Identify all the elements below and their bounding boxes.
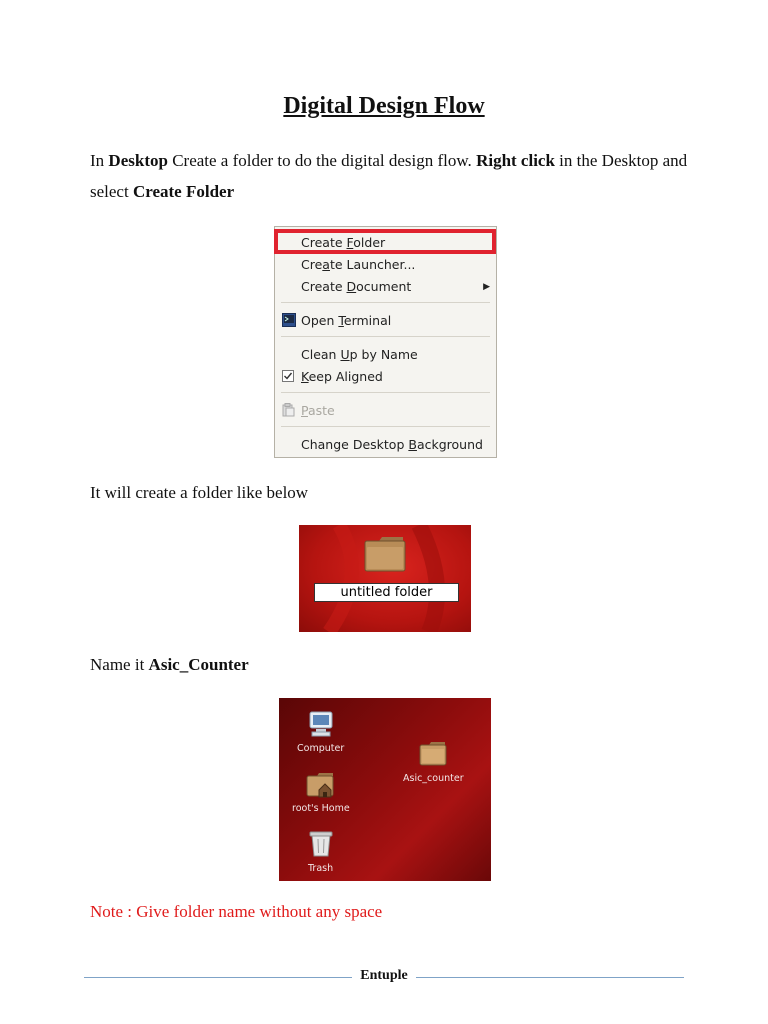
menu-item-change-background[interactable]: Change Desktop Background — [301, 437, 483, 452]
computer-icon[interactable] — [307, 710, 337, 743]
rename-input[interactable]: untitled folder — [314, 583, 459, 602]
step3-text: Name it — [90, 655, 145, 674]
submenu-arrow-icon: ▶ — [483, 282, 490, 292]
new-folder-screenshot — [299, 525, 471, 632]
highlight-box — [274, 229, 496, 254]
intro-bold-desktop: Desktop — [108, 151, 168, 170]
menu-separator — [281, 302, 490, 303]
checkbox-checked-icon[interactable] — [282, 370, 294, 385]
desktop-screenshot — [279, 698, 491, 881]
folder-icon[interactable] — [363, 533, 407, 578]
paste-icon — [282, 403, 295, 420]
step3-bold-name: Asic_Counter — [148, 655, 249, 674]
menu-item-create-document[interactable]: Create Document — [301, 279, 412, 294]
folder-icon[interactable] — [418, 739, 448, 772]
menu-item-clean-up[interactable]: Clean Up by Name — [301, 347, 418, 362]
page-title: Digital Design Flow — [283, 93, 485, 119]
menu-separator — [281, 426, 490, 427]
menu-item-open-terminal[interactable]: Open Terminal — [301, 313, 392, 328]
intro-text-2: Create a folder to do the digital design flow. — [172, 151, 472, 170]
desktop-icon-label-trash: Trash — [308, 863, 334, 874]
desktop-icon-label-computer: Computer — [297, 743, 345, 754]
terminal-icon — [282, 313, 296, 330]
menu-item-keep-aligned[interactable]: Keep Aligned — [301, 369, 383, 384]
desktop-icon-label-asic-counter: Asic_counter — [403, 773, 464, 784]
menu-item-create-folder[interactable]: Create Folder — [301, 235, 386, 250]
intro-text-1: In — [90, 151, 105, 170]
menu-separator — [281, 336, 490, 337]
context-menu — [274, 226, 497, 458]
step3-paragraph — [90, 649, 690, 680]
menu-item-create-launcher[interactable]: Create Launcher... — [301, 257, 416, 272]
intro-bold-create-folder: Create Folder — [132, 182, 235, 201]
intro-text-3: in the Desktop and select — [90, 151, 688, 201]
note-text: Note : Give folder name without any space — [90, 902, 383, 921]
home-folder-icon[interactable] — [305, 770, 337, 803]
footer-text: Entuple — [360, 968, 408, 983]
menu-separator — [281, 392, 490, 393]
intro-bold-right-click: Right click — [476, 151, 555, 170]
desktop-icon-label-home: root's Home — [292, 803, 350, 814]
menu-item-paste: Paste — [301, 403, 335, 418]
step2-text: It will create a folder like below — [90, 483, 309, 502]
trash-icon[interactable] — [309, 829, 333, 862]
intro-paragraph — [90, 145, 690, 207]
